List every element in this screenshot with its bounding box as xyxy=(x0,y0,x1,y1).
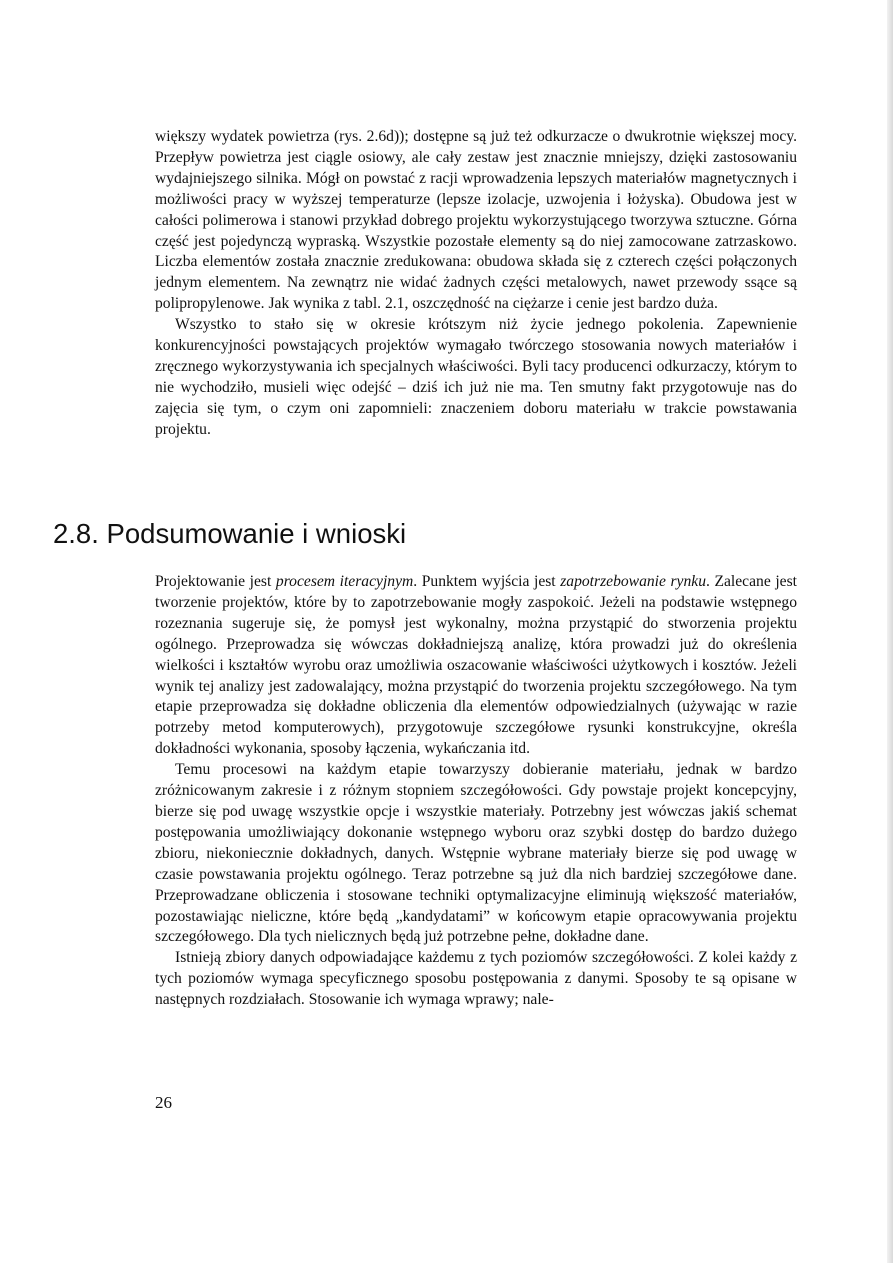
section-heading: 2.8. Podsumowanie i wnioski xyxy=(53,518,407,549)
paragraph-vacuum-design: większy wydatek powietrza (rys. 2.6d)); dostępne są już też odkurzacze o dwukrotnie większej mocy. Przepływ powietrza jest ciągle osiowy, ale cały zestaw jest znacznie mniejszy, dzięki zastosowaniu wydajniejszego silnika. Mógł on powstać z racji wprowadzenia lepszych materiałów magnetycznych i możliwości pracy w wyższej temperaturze (lepsze izolacje, uzwojenia i łożyska). Obudowa jest w całości polimerowa i stanowi przykład dobrego projektu wykorzystującego tworzywa sztuczne. Górna część jest pojedynczą wypraską. Wszystkie pozostałe elementy są do niej zamocowane zatrzaskowo. Liczba elementów została znacznie zredukowana: obudowa składa się z czterech części połączonych jednym elementem. Na zewnątrz nie widać żadnych części metalowych, nawet przewody ssące są polipropylenowe. Jak wynika z tabl. 2.1, oszczędność na ciężarze i cenie jest bardzo duża. xyxy=(155,128,797,313)
intro-text-3: . Zalecane jest tworzenie projektów, które by to zapotrzebowanie mogły zaspokoić. Jeżeli na podstawie wstępnego rozeznania sugeruje się, że pomysł jest wykonalny, można przystąpić do stworzenia projektu ogólnego. Przeprowadza się wówczas dokładniejszą analizę, która prowadzi już do określenia wielkości i kształtów wyrobu oraz umożliwia oszacowanie właściwości użytkowych i kosztów. Jeżeli wynik tej analizy jest zadowalający, można przystąpić do tworzenia projektu szczegółowego. Na tym etapie przeprowadza się dokładne obliczenia dla elementów odpowiedzialnych (używając w razie potrzeby metod komputerowych), przygotowuje szczegółowe rysunki konstrukcyjne, określa dokładności wykonania, sposoby łączenia, wykańczania itd. xyxy=(155,573,797,758)
paragraph-material-selection: Temu procesowi na każdym etapie towarzyszy dobieranie materiału, jednak w bardzo zróżnicowanym zakresie i z różnym stopniem szczegółowości. Gdy powstaje projekt koncepcyjny, bierze się pod uwagę wszystkie opcje i wszystkie materiały. Potrzebny jest wówczas jakiś schemat postępowania umożliwiający dokonanie wstępnego wyboru oraz szybki dostęp do bardzo dużego zbioru, niekoniecznie dokładnych, danych. Wstępnie wybrane materiały bierze się pod uwagę w czasie powstawania projektu ogólnego. Teraz potrzebne są już dla nich bardziej szczegółowe dane. Przeprowadzane obliczenia i stosowane techniki optymalizacyjne eliminują większość materiałów, pozostawiając nieliczne, które będą „kandydatami” w końcowym etapie opracowywania projektu szczegółowego. Dla tych nielicznych będą już potrzebne pełne, dokładne dane. xyxy=(155,761,797,946)
text-block-bottom xyxy=(155,572,797,1011)
paragraph-data-sets: Istnieją zbiory danych odpowiadające każdemu z tych poziomów szczegółowości. Z kolei każdy z tych poziomów wymaga specyficznego sposobu postępowania z danymi. Sposoby te są opisane w następnych rozdziałach. Stosowanie ich wymaga wprawy; nale- xyxy=(155,949,797,1009)
paragraph-generation: Wszystko to stało się w okresie krótszym niż życie jednego pokolenia. Zapewnienie konkurencyjności powstających projektów wymagało twórczego stosowania nowych materiałów i zręcznego wykorzystywania ich specjalnych właściwości. Byli tacy producenci odkurzaczy, którym to nie wychodziło, musieli więc odejść – dziś ich już nie ma. Ten smutny fakt przygotowuje nas do zajęcia się tym, o czym oni zapomnieli: znaczeniem doboru materiału w trakcie powstawania projektu. xyxy=(155,316,797,438)
text-block-top xyxy=(155,127,797,441)
emphasis-iterative-process: procesem iteracyjnym xyxy=(275,573,414,590)
intro-text-1: Projektowanie jest xyxy=(155,573,276,590)
page-number: 26 xyxy=(155,1093,172,1112)
intro-text-2: . Punktem wyjścia jest xyxy=(413,573,561,590)
emphasis-market-need: zapotrzebowanie rynku xyxy=(560,573,706,590)
paragraph-design-process xyxy=(155,572,797,760)
page-edge-shadow xyxy=(887,0,893,1263)
